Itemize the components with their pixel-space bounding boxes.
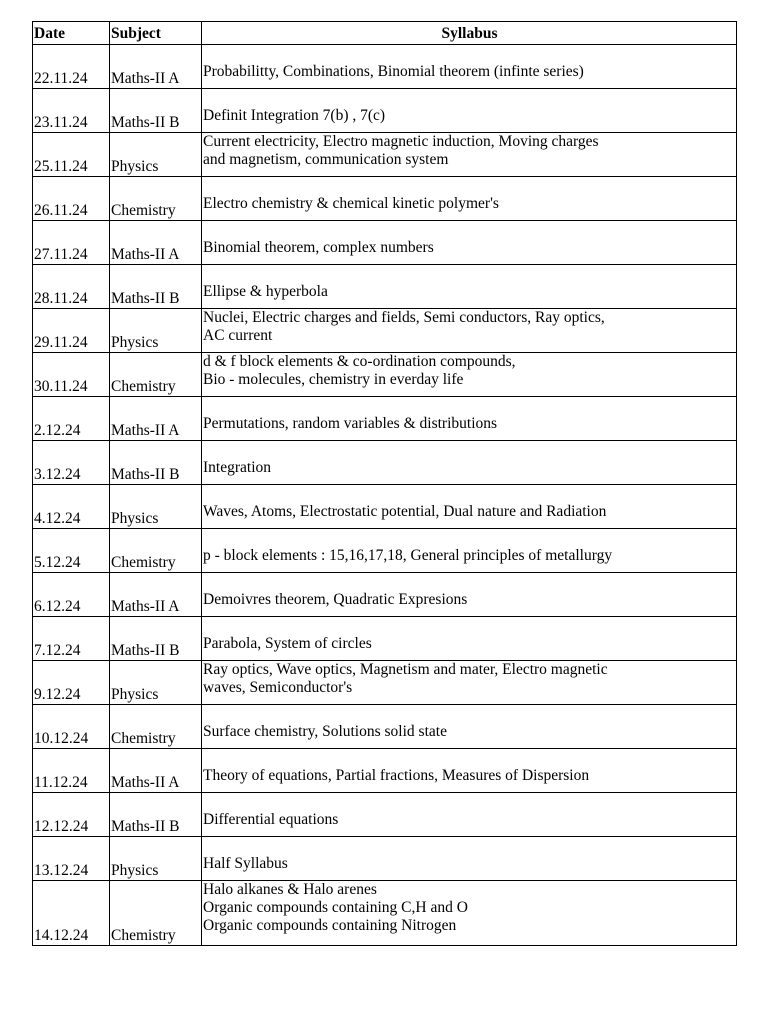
date-cell: 12.12.24 (33, 793, 110, 837)
subject-cell: Maths-II B (110, 89, 202, 133)
table-row (33, 705, 737, 749)
syllabus-cell: Differential equations (202, 793, 737, 837)
date-cell: 10.12.24 (33, 705, 110, 749)
header-syllabus: Syllabus (202, 22, 737, 45)
date-cell: 7.12.24 (33, 617, 110, 661)
date-cell: 30.11.24 (33, 353, 110, 397)
subject-cell: Chemistry (110, 705, 202, 749)
date-cell: 23.11.24 (33, 89, 110, 133)
date-cell: 11.12.24 (33, 749, 110, 793)
header-subject: Subject (110, 22, 202, 45)
table-row (33, 265, 737, 309)
table-row (33, 573, 737, 617)
table-row (33, 617, 737, 661)
syllabus-cell: Parabola, System of circles (202, 617, 737, 661)
header-row (33, 22, 737, 45)
subject-cell: Maths-II B (110, 265, 202, 309)
syllabus-cell: Demoivres theorem, Quadratic Expresions (202, 573, 737, 617)
date-cell: 4.12.24 (33, 485, 110, 529)
subject-cell: Maths-II B (110, 793, 202, 837)
subject-cell: Maths-II B (110, 441, 202, 485)
date-cell: 28.11.24 (33, 265, 110, 309)
syllabus-cell: Electro chemistry & chemical kinetic polymer's (202, 177, 737, 221)
syllabus-cell: Definit Integration 7(b) , 7(c) (202, 89, 737, 133)
date-cell: 9.12.24 (33, 661, 110, 705)
syllabus-cell: Binomial theorem, complex numbers (202, 221, 737, 265)
subject-cell: Physics (110, 309, 202, 353)
syllabus-cell: Ellipse & hyperbola (202, 265, 737, 309)
date-cell: 29.11.24 (33, 309, 110, 353)
syllabus-cell: Halo alkanes & Halo arenes Organic compounds containing C,H and O Organic compounds containing Nitrogen (202, 881, 737, 946)
subject-cell: Maths-II A (110, 573, 202, 617)
table-row (33, 793, 737, 837)
subject-cell: Physics (110, 485, 202, 529)
exam-schedule-table (32, 21, 737, 946)
table-row (33, 485, 737, 529)
syllabus-cell: Waves, Atoms, Electrostatic potential, Dual nature and Radiation (202, 485, 737, 529)
subject-cell: Chemistry (110, 353, 202, 397)
syllabus-cell: Permutations, random variables & distributions (202, 397, 737, 441)
date-cell: 14.12.24 (33, 881, 110, 946)
date-cell: 3.12.24 (33, 441, 110, 485)
date-cell: 22.11.24 (33, 45, 110, 89)
syllabus-cell: Theory of equations, Partial fractions, Measures of Dispersion (202, 749, 737, 793)
subject-cell: Maths-II A (110, 749, 202, 793)
subject-cell: Maths-II A (110, 221, 202, 265)
date-cell: 2.12.24 (33, 397, 110, 441)
table-row (33, 133, 737, 177)
subject-cell: Physics (110, 133, 202, 177)
syllabus-cell: Integration (202, 441, 737, 485)
date-cell: 6.12.24 (33, 573, 110, 617)
table-row (33, 45, 737, 89)
syllabus-cell: p - block elements : 15,16,17,18, General principles of metallurgy (202, 529, 737, 573)
table-row (33, 661, 737, 705)
header-date: Date (33, 22, 110, 45)
subject-cell: Chemistry (110, 177, 202, 221)
table-row (33, 221, 737, 265)
syllabus-cell: Probabilitty, Combinations, Binomial theorem (infinte series) (202, 45, 737, 89)
subject-cell: Chemistry (110, 529, 202, 573)
subject-cell: Maths-II B (110, 617, 202, 661)
subject-cell: Maths-II A (110, 397, 202, 441)
table-row (33, 397, 737, 441)
subject-cell: Physics (110, 837, 202, 881)
date-cell: 13.12.24 (33, 837, 110, 881)
table-row (33, 353, 737, 397)
table-row (33, 529, 737, 573)
subject-cell: Chemistry (110, 881, 202, 946)
subject-cell: Physics (110, 661, 202, 705)
subject-cell: Maths-II A (110, 45, 202, 89)
date-cell: 26.11.24 (33, 177, 110, 221)
table-row (33, 309, 737, 353)
table-row (33, 89, 737, 133)
date-cell: 25.11.24 (33, 133, 110, 177)
table-row (33, 749, 737, 793)
syllabus-cell: Surface chemistry, Solutions solid state (202, 705, 737, 749)
syllabus-cell: Half Syllabus (202, 837, 737, 881)
table-row (33, 837, 737, 881)
date-cell: 5.12.24 (33, 529, 110, 573)
table-row (33, 441, 737, 485)
syllabus-cell: d & f block elements & co-ordination compounds, Bio - molecules, chemistry in everday life (202, 353, 737, 397)
table-row (33, 177, 737, 221)
date-cell: 27.11.24 (33, 221, 110, 265)
table-row (33, 881, 737, 946)
syllabus-cell: Nuclei, Electric charges and fields, Semi conductors, Ray optics, AC current (202, 309, 737, 353)
syllabus-cell: Current electricity, Electro magnetic induction, Moving charges and magnetism, communication system (202, 133, 737, 177)
syllabus-cell: Ray optics, Wave optics, Magnetism and mater, Electro magnetic waves, Semiconductor's (202, 661, 737, 705)
